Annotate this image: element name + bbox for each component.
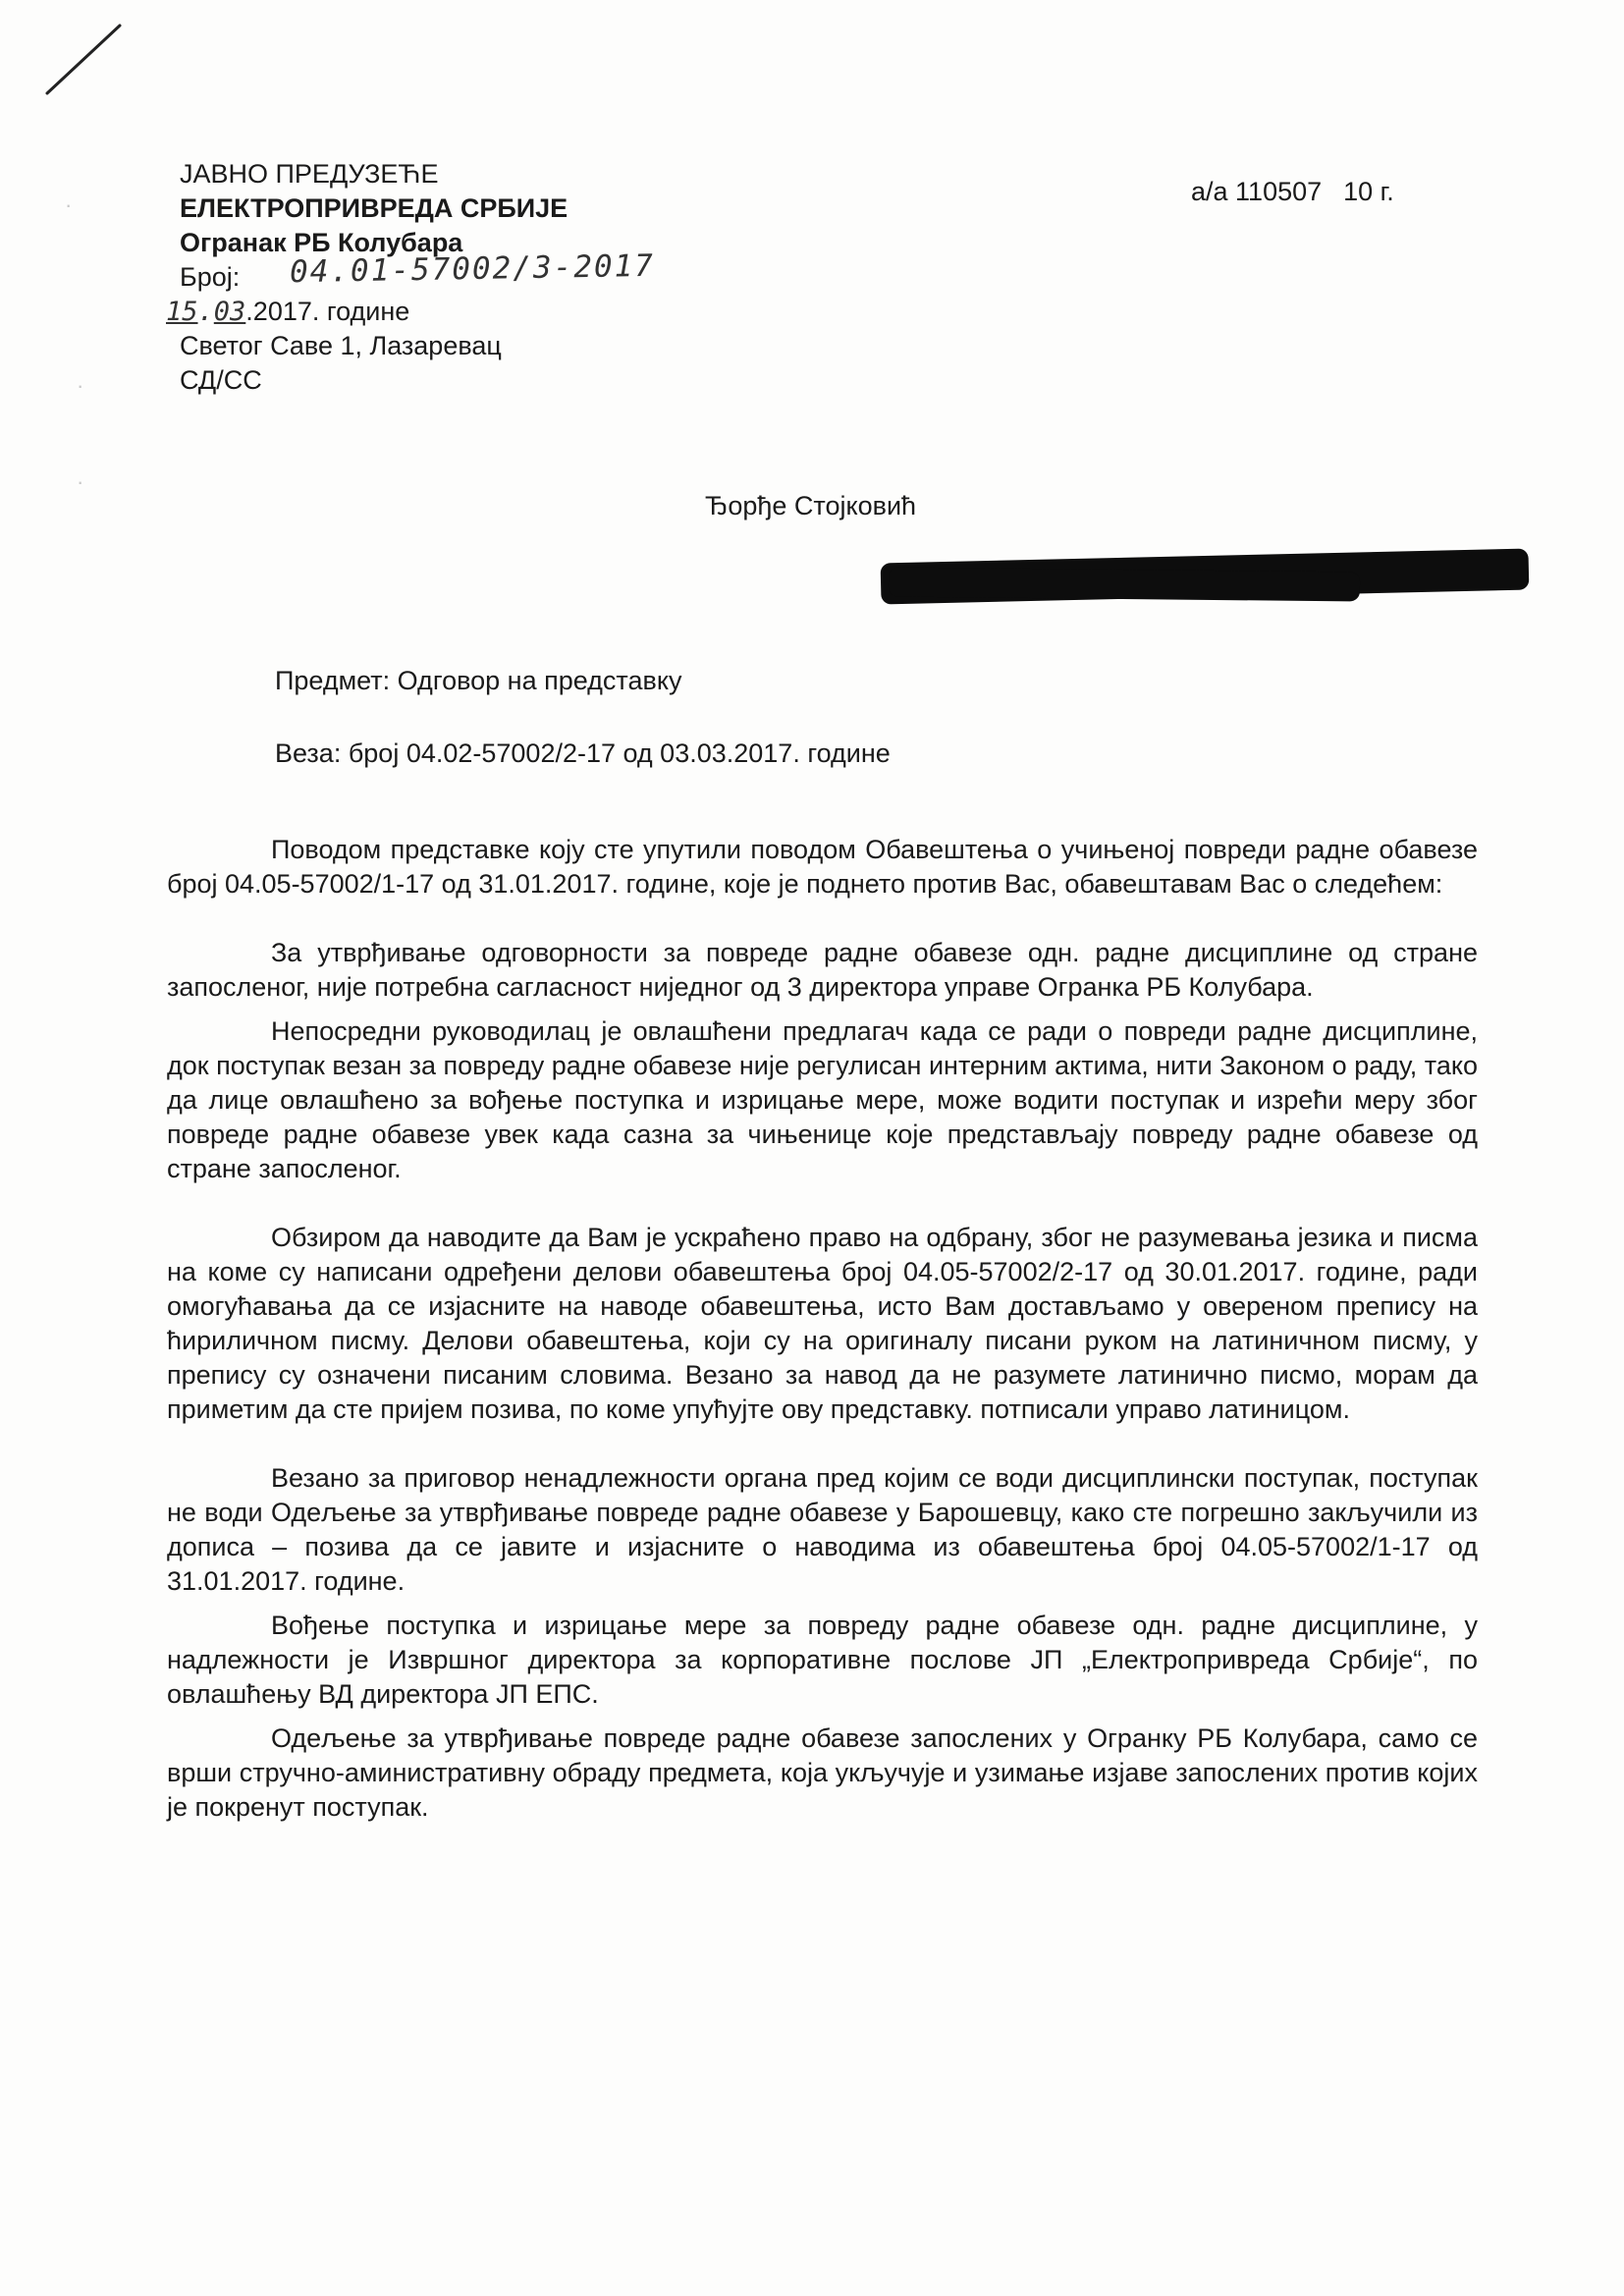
body-paragraph: Поводом представке коју сте упутили поводом Обавештења о учињеној повреди радне обавезе број 04.05-57002/1-17 од 31.01.2017. године, које је поднето против Вас, обавештавам Вас о следећем: bbox=[167, 835, 1478, 899]
body-paragraph: Вођење поступка и изрицање мере за повреду радне обавезе одн. радне дисциплине, у надлежности је Извршног директора за корпоративне послове ЈП „Електропривреда Србије“, по овлашћењу ВД директора ЈП ЕПС. bbox=[167, 1611, 1478, 1709]
reference-code-years: 10 г. bbox=[1343, 177, 1394, 206]
document-number-handwritten: 04.01-57002/3-2017 bbox=[289, 247, 656, 291]
punch-mark: · bbox=[77, 373, 84, 398]
reference-code-value: а/а 110507 bbox=[1191, 177, 1323, 206]
body-paragraph: Одељење за утврђивање повреде радне обавезе запослених у Огранку РБ Колубара, само се врши стручно-аминистративну обраду предмета, која укључује и узимање изјаве запослених против којих је покренут поступак. bbox=[167, 1723, 1478, 1822]
org-name: ЕЛЕКТРОПРИВРЕДА СРБИЈЕ bbox=[180, 193, 568, 223]
recipient-name: Ђорђе Стојковић bbox=[705, 491, 917, 520]
org-branch: Огранак РБ Колубара bbox=[180, 228, 463, 257]
body-paragraph: Обзиром да наводите да Вам је ускраћено право на одбрану, због не разумевања језика и писма на коме су написани одређени делови обавештења број 04.05-57002/2-17 од 30.01.2017. године, ради омогућавања да се изјасните на наводе обавештења, исто Вам достављамо у овереном препису на ћириличном писму. Делови обавештења, који су на оригиналу писани руком на латиничном писму, у препису су означени писаним словима. Везано за навод да не разумете латинично писмо, морам да приметим да сте пријем позива, по коме упућујте ову представку. потписали управо латиницом. bbox=[167, 1223, 1478, 1424]
body-paragraph: За утврђивање одговорности за повреде радне обавезе одн. радне дисциплине од стране запосленог, није потребна сагласност ниједног од 3 директора управе Огранка РБ Колубара. bbox=[167, 938, 1478, 1002]
redacted-address-bar bbox=[889, 567, 1360, 601]
subject-line: Предмет: Одговор на представку bbox=[275, 666, 682, 695]
sender-header bbox=[166, 157, 656, 398]
punch-mark: · bbox=[65, 192, 73, 217]
reference-code bbox=[1191, 177, 1394, 207]
sender-address: Светог Саве 1, Лазаревац bbox=[180, 331, 502, 360]
letter-body bbox=[167, 833, 1478, 1825]
punch-mark: · bbox=[77, 469, 84, 494]
date-suffix: .2017. године bbox=[245, 297, 410, 326]
document-date-line: 15.03.2017. године bbox=[166, 297, 410, 327]
reference-line: Веза: број 04.02-57002/2-17 од 03.03.2017. године bbox=[275, 738, 891, 768]
document-number-line bbox=[180, 247, 656, 295]
document-number-label: Број: bbox=[180, 262, 241, 292]
sender-initials: СД/СС bbox=[180, 365, 262, 395]
body-paragraph: Везано за приговор ненадлежности органа пред којим се води дисциплински поступак, поступак не води Одељење за утврђивање повреде радне обавезе у Барошевцу, како сте погрешно закључили из дописа – позива да се јавите и изјасните о наводима из обавештења број 04.05-57002/1-17 од 31.01.2017. године. bbox=[167, 1463, 1478, 1596]
staple-mark bbox=[39, 20, 128, 98]
date-day-handwritten: 15 bbox=[166, 297, 198, 327]
date-month-handwritten: 03 bbox=[213, 297, 246, 327]
org-type: ЈАВНО ПРЕДУЗЕЋЕ bbox=[180, 159, 439, 189]
body-paragraph: Непосредни руководилац је овлашћени предлагач када се ради о повреди радне дисциплине, док поступак везан за повреду радне обавезе није регулисан интерним актима, нити Законом о раду, тако да лице овлашћено за вођење поступка и изрицање мере, може водити поступак и изрећи меру због повреде радне обавезе увек када сазна за чињенице које представљају повреду радне обавезе од стране запосленог. bbox=[167, 1016, 1478, 1183]
